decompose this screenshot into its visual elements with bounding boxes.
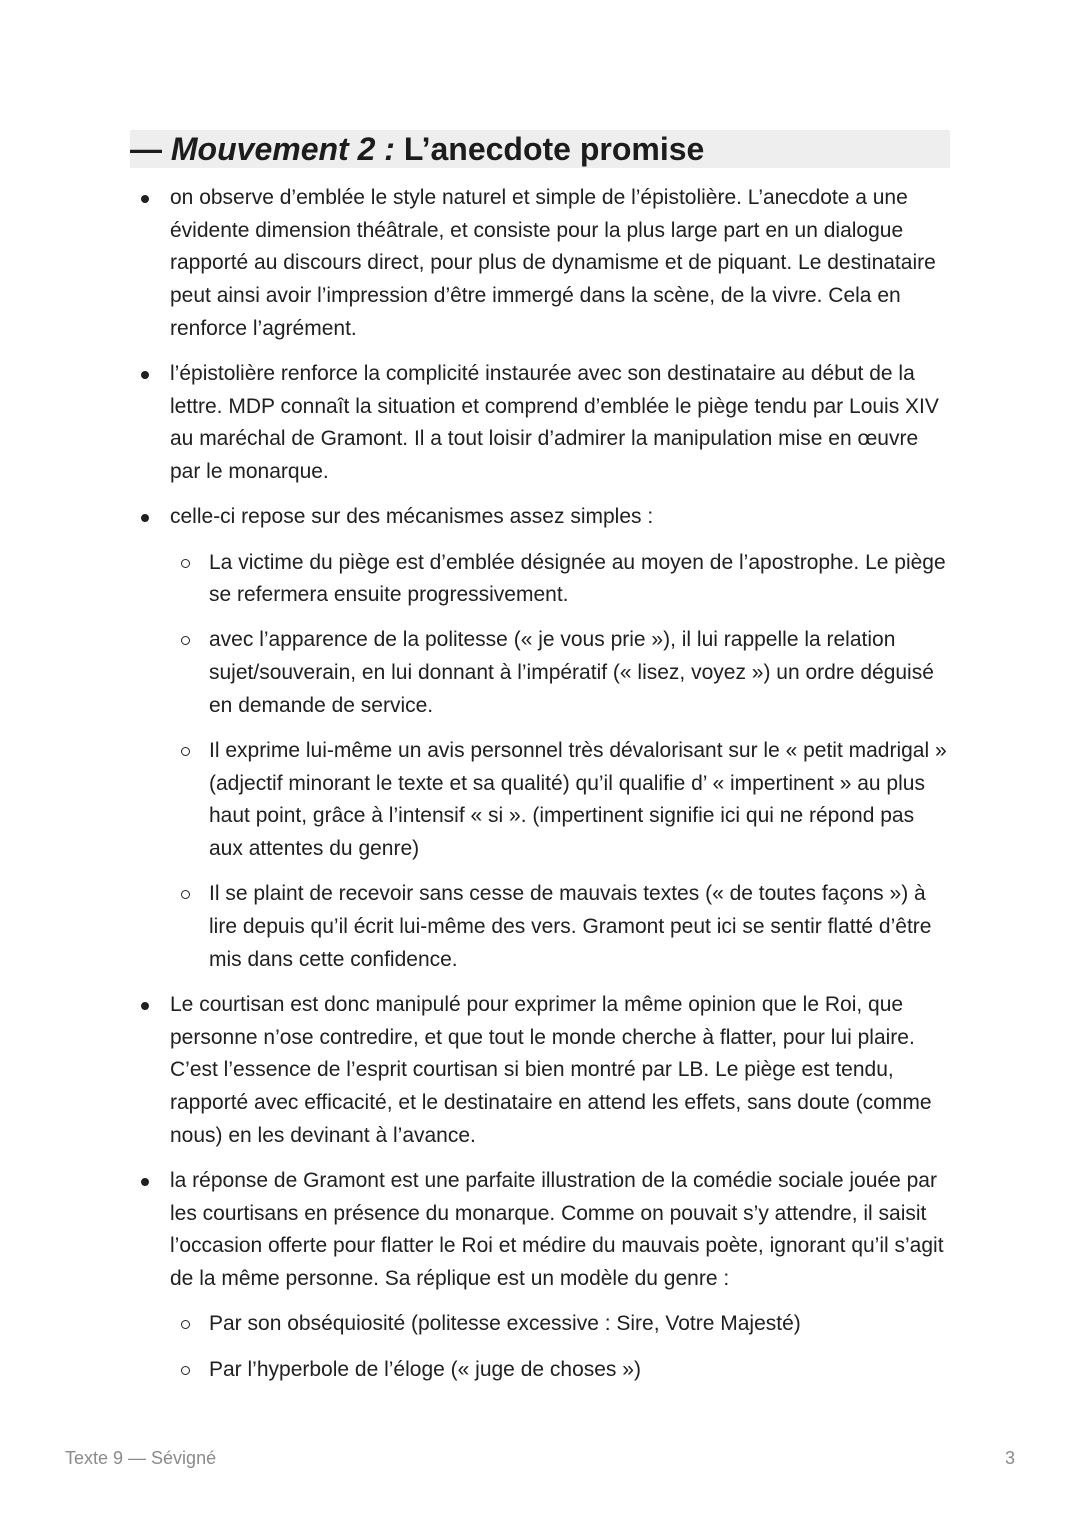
sub-list-item [130, 1308, 950, 1341]
sub-list-item-text: Il exprime lui-même un avis personnel très dévalorisant sur le « petit madrigal » (adjectif minorant le texte et sa qualité) qu’il qualifie d’ « impertinent » au plus haut point, grâce à l’intensif « si ». (impertinent signifie ici qui ne répond pas aux attentes du genre) [209, 739, 947, 861]
sub-list-item [130, 624, 950, 722]
bullet-icon [141, 1002, 149, 1010]
sub-list-item-text: Par son obséquiosité (politesse excessive : Sire, Votre Majesté) [209, 1312, 801, 1336]
list-item-text: la réponse de Gramont est une parfaite illustration de la comédie sociale jouée par les courtisans en présence du monarque. Comme on pouvait s’y attendre, il saisit l’occasion offerte pour flatter le Roi et médire du mauvais poète, ignorant qu’il s’agit de la même personne. Sa réplique est un modèle du genre : [170, 1168, 944, 1291]
list-item [130, 358, 950, 489]
sub-list-item [130, 878, 950, 976]
sub-list-item-text: avec l’apparence de la politesse (« je vous prie »), il lui rappelle la relation sujet/souverain, en lui donnant à l’impératif (« lisez, voyez ») un ordre déguisé en demande de service. [209, 628, 934, 717]
hollow-bullet-icon [181, 1320, 190, 1329]
bullet-icon [141, 195, 149, 203]
footer-document-title: Texte 9 — Sévigné [65, 1448, 217, 1468]
list-item-text: l’épistolière renforce la complicité instaurée avec son destinataire au début de la lettre. MDP connaît la situation et comprend d’emblée le piège tendu par Louis XIV au maréchal de Gramont. Il a tout loisir d’admirer la manipulation mise en œuvre par le monarque. [170, 362, 939, 484]
bullet-icon [141, 1178, 149, 1186]
list-item [130, 501, 950, 534]
hollow-bullet-icon [181, 559, 190, 568]
section-heading [130, 130, 950, 168]
sub-list-item-text: Il se plaint de recevoir sans cesse de mauvais textes (« de toutes façons ») à lire depuis qu’il écrit lui-même des vers. Gramont peut ici se sentir flatté d’être mis dans cette confidence. [209, 882, 932, 971]
hollow-bullet-icon [181, 636, 190, 645]
heading-emphasis: Mouvement 2 : [170, 131, 395, 167]
sub-list-item [130, 1354, 950, 1387]
sub-list-item [130, 547, 950, 612]
hollow-bullet-icon [181, 890, 190, 899]
list-item [130, 989, 950, 1153]
bullet-list [130, 182, 950, 1399]
sub-list-item-text: La victime du piège est d’emblée désignée au moyen de l’apostrophe. Le piège se refermera ensuite progressivement. [209, 550, 946, 607]
list-item [130, 182, 950, 346]
list-item [130, 1165, 950, 1296]
list-item-text: Le courtisan est donc manipulé pour exprimer la même opinion que le Roi, que personne n’ose contredire, et que tout le monde cherche à flatter, pour lui plaire. C’est l’essence de l’esprit courtisan si bien montré par LB. Le piège est tendu, rapporté avec efficacité, et le destinataire en attend les effets, sans doute (comme nous) en les devinant à l’avance. [170, 992, 932, 1147]
page-number: 3 [1004, 1448, 1015, 1468]
hollow-bullet-icon [181, 747, 190, 756]
sub-list-item-text: Par l’hyperbole de l’éloge (« juge de choses ») [209, 1357, 641, 1381]
hollow-bullet-icon [181, 1366, 190, 1375]
bullet-icon [141, 514, 149, 522]
list-item-text: on observe d’emblée le style naturel et simple de l’épistolière. L’anecdote a une évidente dimension théâtrale, et consiste pour la plus large part en un dialogue rapporté au discours direct, pour plus de dynamisme et de piquant. Le destinataire peut ainsi avoir l’impression d’être immergé dans la scène, de la vivre. Cela en renforce l’agrément. [170, 186, 936, 340]
list-item-text: celle-ci repose sur des mécanismes assez simples : [170, 505, 654, 529]
sub-list-item [130, 735, 950, 866]
bullet-icon [141, 371, 149, 379]
heading-prefix: — [130, 131, 171, 167]
heading-title: L’anecdote promise [394, 131, 705, 167]
